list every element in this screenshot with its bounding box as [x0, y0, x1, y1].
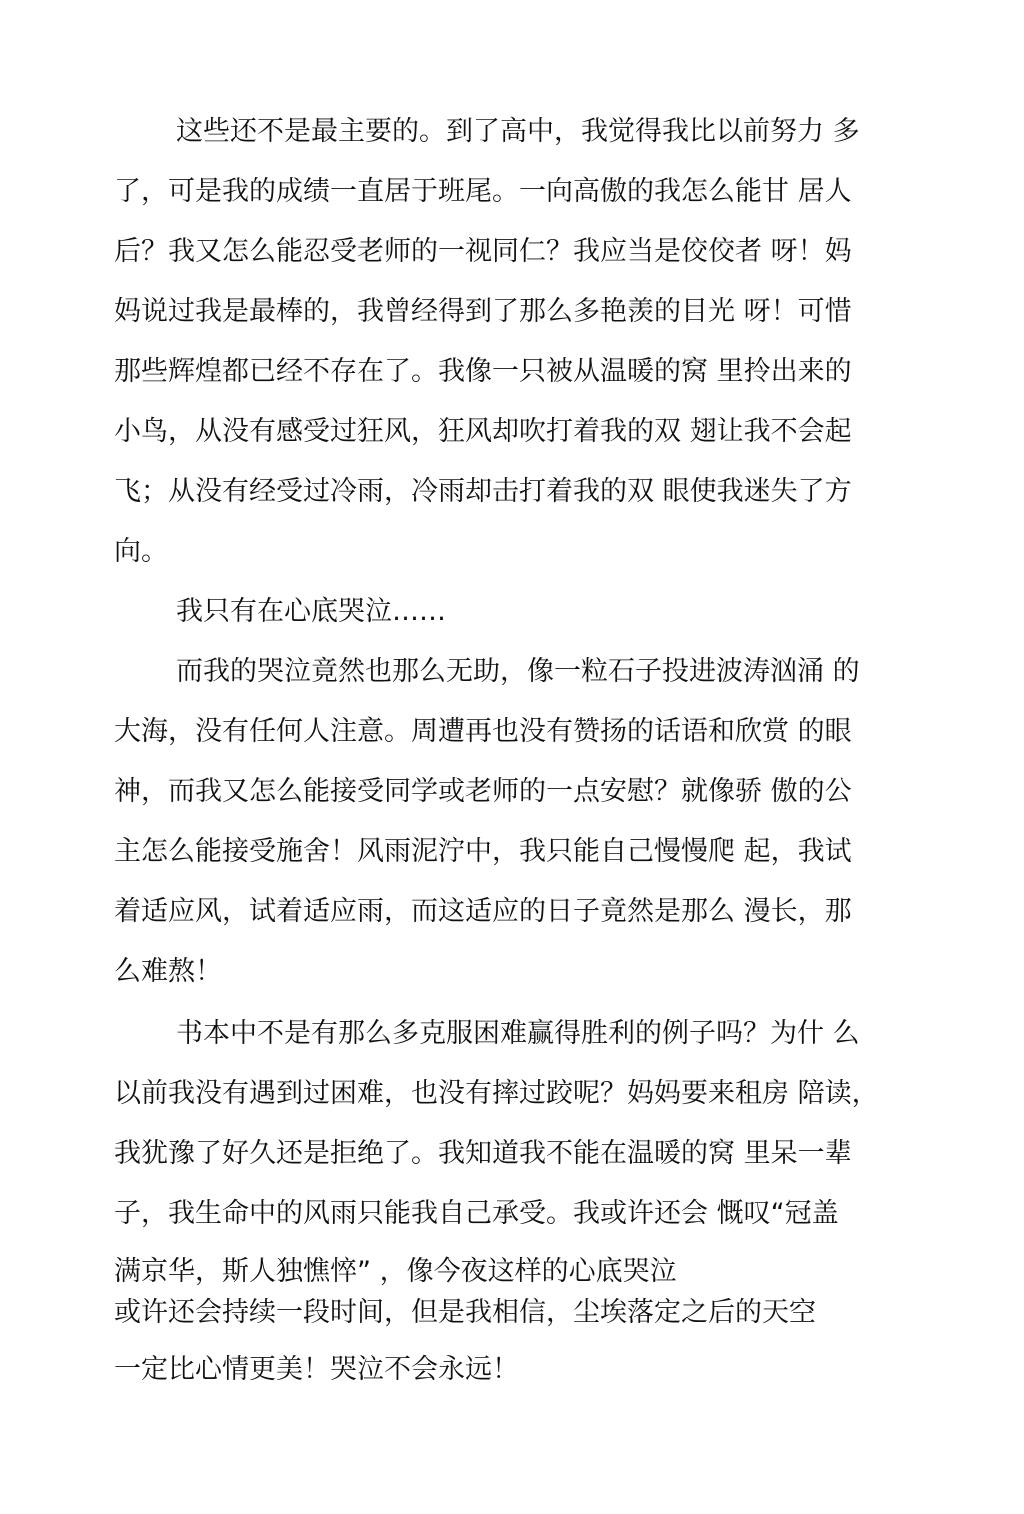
paragraph-4-line-7: 一定比心情更美！哭泣不会永远！ — [114, 1354, 519, 1385]
paragraph-4-line-6: 或许还会持续一段时间，但是我相信，尘埃落定之后的天空 — [114, 1297, 816, 1328]
paragraph-4-line-5: 满京华，斯人独憔悴” ，像今夜这样的心底哭泣 — [114, 1256, 677, 1287]
paragraph-4-line-3: 我犹豫了好久还是拒绝了。我知道我不能在温暖的窝 里呆一辈 — [114, 1138, 852, 1169]
paragraph-3-line-6: 么难熬！ — [114, 956, 222, 987]
paragraph-1-line-2: 了，可是我的成绩一直居于班尾。一向高傲的我怎么能甘 居人 — [114, 176, 852, 207]
paragraph-3-line-2: 大海，没有任何人注意。周遭再也没有赞扬的话语和欣赏 的眼 — [114, 716, 852, 747]
paragraph-1-line-1: 这些还不是最主要的。到了高中，我觉得我比以前努力 多 — [176, 116, 860, 147]
paragraph-2-line-1: 我只有在心底哭泣…… — [176, 596, 446, 627]
paragraph-1-line-4: 妈说过我是最棒的，我曾经得到了那么多艳羡的目光 呀！可惜 — [114, 296, 852, 327]
paragraph-4-line-4: 子，我生命中的风雨只能我自己承受。我或许还会 慨叹“冠盖 — [114, 1198, 839, 1229]
paragraph-1-line-8: 向。 — [114, 536, 168, 567]
paragraph-3-line-3: 神，而我又怎么能接受同学或老师的一点安慰？就像骄 傲的公 — [114, 776, 852, 807]
paragraph-1-line-3: 后？我又怎么能忍受老师的一视同仁？我应当是佼佼者 呀！妈 — [114, 236, 852, 267]
paragraph-4-line-1: 书本中不是有那么多克服困难赢得胜利的例子吗？为什 么 — [176, 1018, 860, 1049]
paragraph-4-line-2: 以前我没有遇到过困难，也没有摔过跤呢？妈妈要来租房 陪读， — [114, 1078, 879, 1109]
paragraph-1-line-5: 那些辉煌都已经不存在了。我像一只被从温暖的窝 里拎出来的 — [114, 356, 852, 387]
paragraph-3-line-4: 主怎么能接受施舍！风雨泥泞中，我只能自己慢慢爬 起，我试 — [114, 836, 852, 867]
paragraph-1-line-6: 小鸟，从没有感受过狂风，狂风却吹打着我的双 翅让我不会起 — [114, 416, 852, 447]
paragraph-1-line-7: 飞；从没有经受过冷雨，冷雨却击打着我的双 眼使我迷失了方 — [114, 476, 852, 507]
paragraph-3-line-1: 而我的哭泣竟然也那么无助，像一粒石子投进波涛汹涌 的 — [176, 656, 860, 687]
paragraph-3-line-5: 着适应风，试着适应雨，而这适应的日子竟然是那么 漫长，那 — [114, 896, 852, 927]
